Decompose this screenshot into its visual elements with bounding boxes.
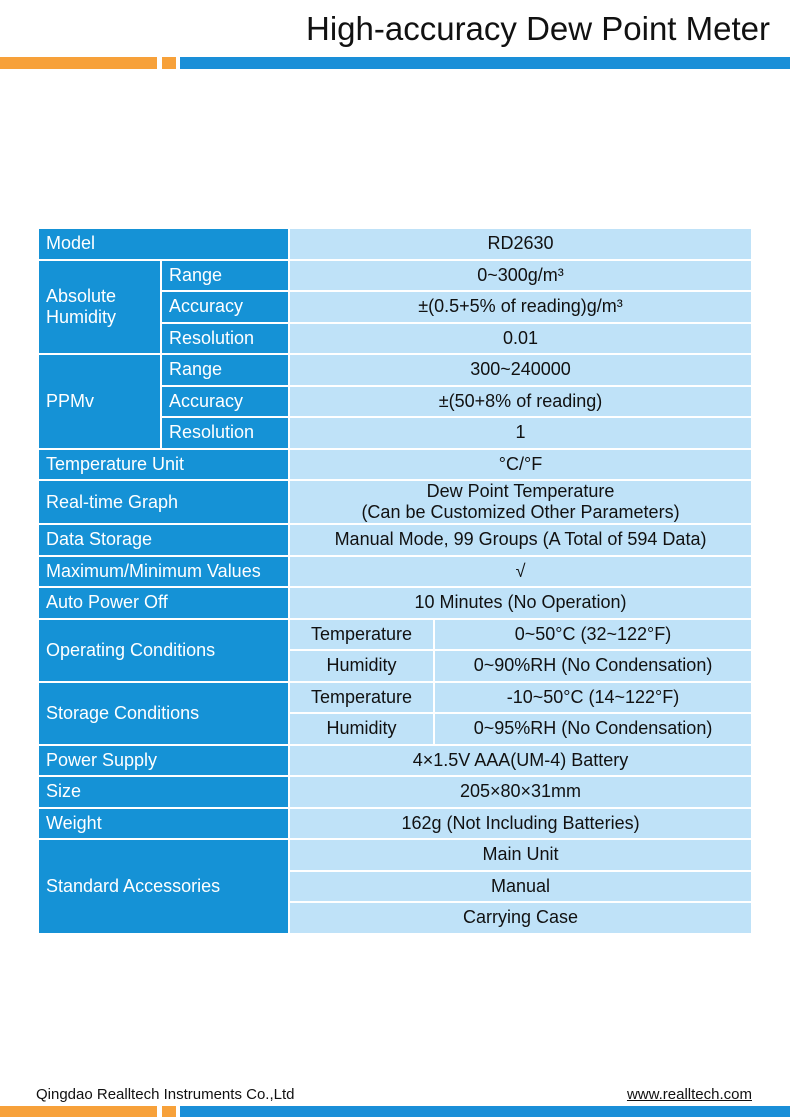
- power-supply-label: Power Supply: [38, 745, 289, 777]
- absolute-humidity-label-line2: Humidity: [46, 306, 117, 327]
- footer-blue-bar: [180, 1106, 790, 1117]
- storage-conditions-label: Storage Conditions: [38, 682, 289, 745]
- ah-accuracy-value: ±(0.5+5% of reading)g/m³: [289, 291, 752, 323]
- storage-temperature-value: -10~50°C (14~122°F): [434, 682, 752, 714]
- ppmv-resolution-value: 1: [289, 417, 752, 449]
- footer-website-link[interactable]: www.realltech.com: [626, 1086, 752, 1103]
- absolute-humidity-label-line1: Absolute: [46, 285, 117, 306]
- max-min-label: Maximum/Minimum Values: [38, 556, 289, 588]
- operating-temperature-label: Temperature: [289, 619, 434, 651]
- footer-orange-block: [162, 1106, 176, 1117]
- model-value: RD2630: [289, 228, 752, 260]
- ah-resolution-label: Resolution: [161, 323, 289, 355]
- table-row: [38, 480, 752, 524]
- table-row: [38, 745, 752, 777]
- page-title: High-accuracy Dew Point Meter: [306, 10, 770, 47]
- weight-value: 162g (Not Including Batteries): [289, 808, 752, 840]
- table-row: [38, 449, 752, 481]
- footer-orange-bar: [0, 1106, 157, 1117]
- operating-humidity-label: Humidity: [289, 650, 434, 682]
- realtime-graph-value-line1: Dew Point Temperature: [426, 481, 615, 501]
- storage-humidity-label: Humidity: [289, 713, 434, 745]
- table-row: [38, 260, 752, 292]
- table-row: [38, 556, 752, 588]
- size-label: Size: [38, 776, 289, 808]
- standard-accessories-label: Standard Accessories: [38, 839, 289, 934]
- ppmv-accuracy-label: Accuracy: [161, 386, 289, 418]
- accessory-carrying-case: Carrying Case: [289, 902, 752, 934]
- power-supply-value: 4×1.5V AAA(UM-4) Battery: [289, 745, 752, 777]
- table-row: [38, 228, 752, 260]
- ah-range-label: Range: [161, 260, 289, 292]
- header-orange-block: [162, 57, 176, 69]
- table-row: [38, 839, 752, 871]
- ah-accuracy-label: Accuracy: [161, 291, 289, 323]
- auto-power-off-label: Auto Power Off: [38, 587, 289, 619]
- operating-humidity-value: 0~90%RH (No Condensation): [434, 650, 752, 682]
- ah-range-value: 0~300g/m³: [289, 260, 752, 292]
- table-row: [38, 808, 752, 840]
- header-orange-bar: [0, 57, 157, 69]
- ppmv-range-label: Range: [161, 354, 289, 386]
- table-row: [38, 587, 752, 619]
- header-blue-bar: [180, 57, 790, 69]
- ppmv-accuracy-value: ±(50+8% of reading): [289, 386, 752, 418]
- realtime-graph-value-line2: (Can be Customized Other Parameters): [361, 502, 680, 522]
- temperature-unit-label: Temperature Unit: [38, 449, 289, 481]
- ah-resolution-value: 0.01: [289, 323, 752, 355]
- max-min-value: √: [289, 556, 752, 588]
- ppmv-label: PPMv: [38, 354, 161, 449]
- ppmv-resolution-label: Resolution: [161, 417, 289, 449]
- temperature-unit-value: °C/°F: [289, 449, 752, 481]
- table-row: [38, 682, 752, 714]
- data-storage-label: Data Storage: [38, 524, 289, 556]
- model-label: Model: [38, 228, 289, 260]
- operating-temperature-value: 0~50°C (32~122°F): [434, 619, 752, 651]
- operating-conditions-label: Operating Conditions: [38, 619, 289, 682]
- accessory-main-unit: Main Unit: [289, 839, 752, 871]
- accessory-manual: Manual: [289, 871, 752, 903]
- spec-table: [37, 227, 753, 935]
- auto-power-off-value: 10 Minutes (No Operation): [289, 587, 752, 619]
- table-row: [38, 776, 752, 808]
- table-row: [38, 354, 752, 386]
- size-value: 205×80×31mm: [289, 776, 752, 808]
- realtime-graph-value: [289, 480, 752, 524]
- table-row: [38, 524, 752, 556]
- absolute-humidity-label: [38, 260, 161, 355]
- weight-label: Weight: [38, 808, 289, 840]
- ppmv-range-value: 300~240000: [289, 354, 752, 386]
- storage-temperature-label: Temperature: [289, 682, 434, 714]
- storage-humidity-value: 0~95%RH (No Condensation): [434, 713, 752, 745]
- data-storage-value: Manual Mode, 99 Groups (A Total of 594 Data): [289, 524, 752, 556]
- realtime-graph-label: Real-time Graph: [38, 480, 289, 524]
- footer-company: Qingdao Realltech Instruments Co.,Ltd: [36, 1086, 295, 1103]
- table-row: [38, 619, 752, 651]
